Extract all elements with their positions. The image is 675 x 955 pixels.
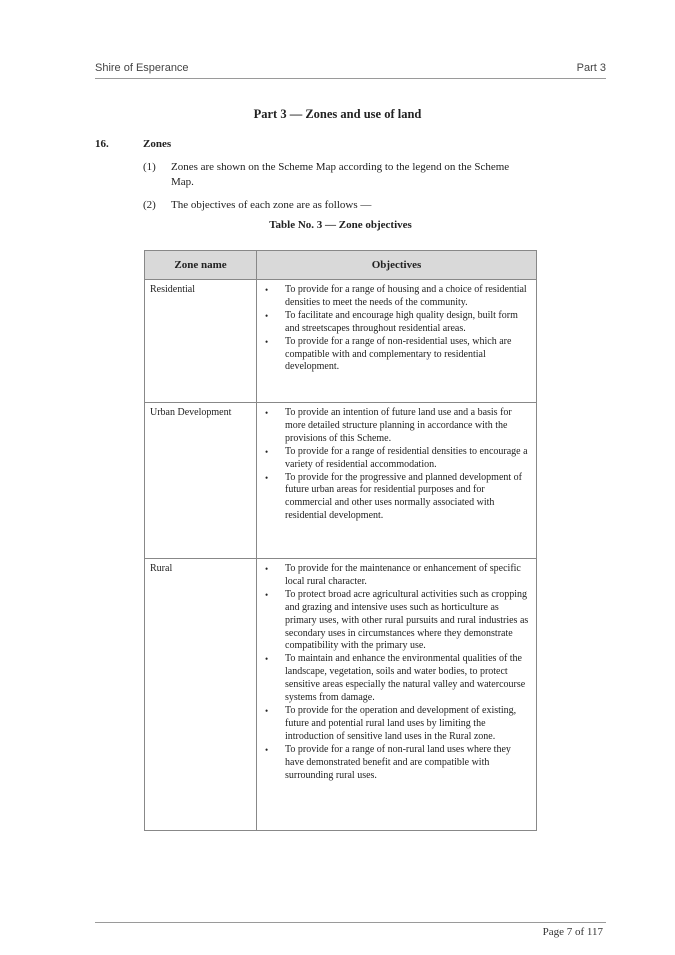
clause-number: (2) — [143, 199, 156, 211]
objective-item — [263, 563, 530, 589]
objective-text: To provide an intention of future land use and a basis for more detailed structure planning in accordance with the provisions of this Scheme. — [285, 407, 512, 444]
bullet-icon: • — [265, 705, 269, 716]
objective-text: To provide for the progressive and planned development of future urban areas for residential purposes and for commercial and other uses normally associated with residential development. — [285, 471, 523, 522]
clause-text: Zones are shown on the Scheme Map according to the legend on the Scheme Map. — [171, 161, 510, 188]
objective-text: To provide for a range of non-residential uses, which are compatible with and complementary to residential development. — [285, 335, 512, 373]
objective-text: To provide for a range of non-rural land uses where they have demonstrated benefit and are compatible with surrounding rural uses. — [285, 743, 511, 781]
objective-item — [263, 446, 530, 472]
objective-text: To maintain and enhance the environmental qualities of the landscape, vegetation, soils and water bodies, to protect sensitive areas especially the natural valley and watercourse systems from damage. — [285, 653, 526, 704]
bullet-icon: • — [265, 310, 269, 321]
bullet-icon: • — [265, 564, 269, 574]
header-part: Part 3 — [576, 62, 606, 74]
objective-text: To provide for a range of residential densities to encourage a variety of residential accommodation. — [285, 445, 528, 470]
objective-item — [263, 589, 530, 654]
table-row — [145, 559, 537, 831]
column-header-zone-name: Zone name — [145, 251, 257, 280]
bullet-icon: • — [265, 285, 269, 295]
page-header — [95, 62, 606, 74]
page-number: Page 7 of 117 — [542, 926, 603, 938]
bullet-icon: • — [265, 654, 269, 665]
bullet-icon: • — [265, 744, 269, 755]
objective-item — [263, 653, 530, 705]
section-title: Zones — [143, 138, 172, 150]
objectives-list — [263, 284, 530, 374]
objective-item — [263, 336, 530, 375]
column-header-objectives: Objectives — [257, 251, 537, 280]
objectives-list — [263, 563, 530, 782]
zone-name-cell: Residential — [145, 280, 257, 403]
zone-objectives-table — [144, 250, 537, 831]
table-header-row — [145, 251, 537, 280]
bullet-icon: • — [265, 589, 269, 600]
objective-item — [263, 310, 530, 336]
objective-item — [263, 705, 530, 744]
objective-text: To protect broad acre agricultural activities such as cropping and grazing and intensive uses such as horticulture as primary uses, with other rural pursuits and rural industries as secondary uses in circumstances where they demonstrate compatibility with the primary use. — [285, 588, 529, 652]
header-title: Shire of Esperance — [95, 62, 189, 74]
bullet-icon: • — [265, 472, 269, 483]
objectives-cell — [257, 403, 537, 559]
objective-item — [263, 744, 530, 783]
footer-divider — [95, 922, 606, 923]
objective-text: To provide for the operation and development of existing, future and potential rural land uses by limiting the introduction of sensitive land uses in the Rural zone. — [285, 704, 517, 742]
table-title: Table No. 3 — Zone objectives — [269, 219, 412, 231]
objective-text: To facilitate and encourage high quality design, built form and streetscapes throughout residential areas. — [285, 309, 518, 334]
table-row — [145, 280, 537, 403]
objective-text: To provide for the maintenance or enhancement of specific local rural character. — [285, 563, 521, 587]
objective-text: To provide for a range of housing and a choice of residential densities to meet the needs of the community. — [285, 284, 527, 308]
bullet-icon: • — [265, 446, 269, 457]
clause-number: (1) — [143, 161, 156, 173]
objectives-list — [263, 407, 530, 523]
section-number: 16. — [95, 138, 109, 150]
zone-name-cell: Rural — [145, 559, 257, 831]
bullet-icon: • — [265, 408, 269, 418]
zone-name-cell: Urban Development — [145, 403, 257, 559]
bullet-icon: • — [265, 336, 269, 347]
table-row — [145, 403, 537, 559]
objective-item — [263, 472, 530, 524]
objectives-cell — [257, 559, 537, 831]
part-title: Part 3 — Zones and use of land — [253, 107, 422, 121]
objective-item — [263, 284, 530, 310]
clause-text: The objectives of each zone are as follows — — [171, 199, 372, 211]
objective-item — [263, 407, 530, 446]
header-divider — [95, 78, 606, 79]
objectives-cell — [257, 280, 537, 403]
